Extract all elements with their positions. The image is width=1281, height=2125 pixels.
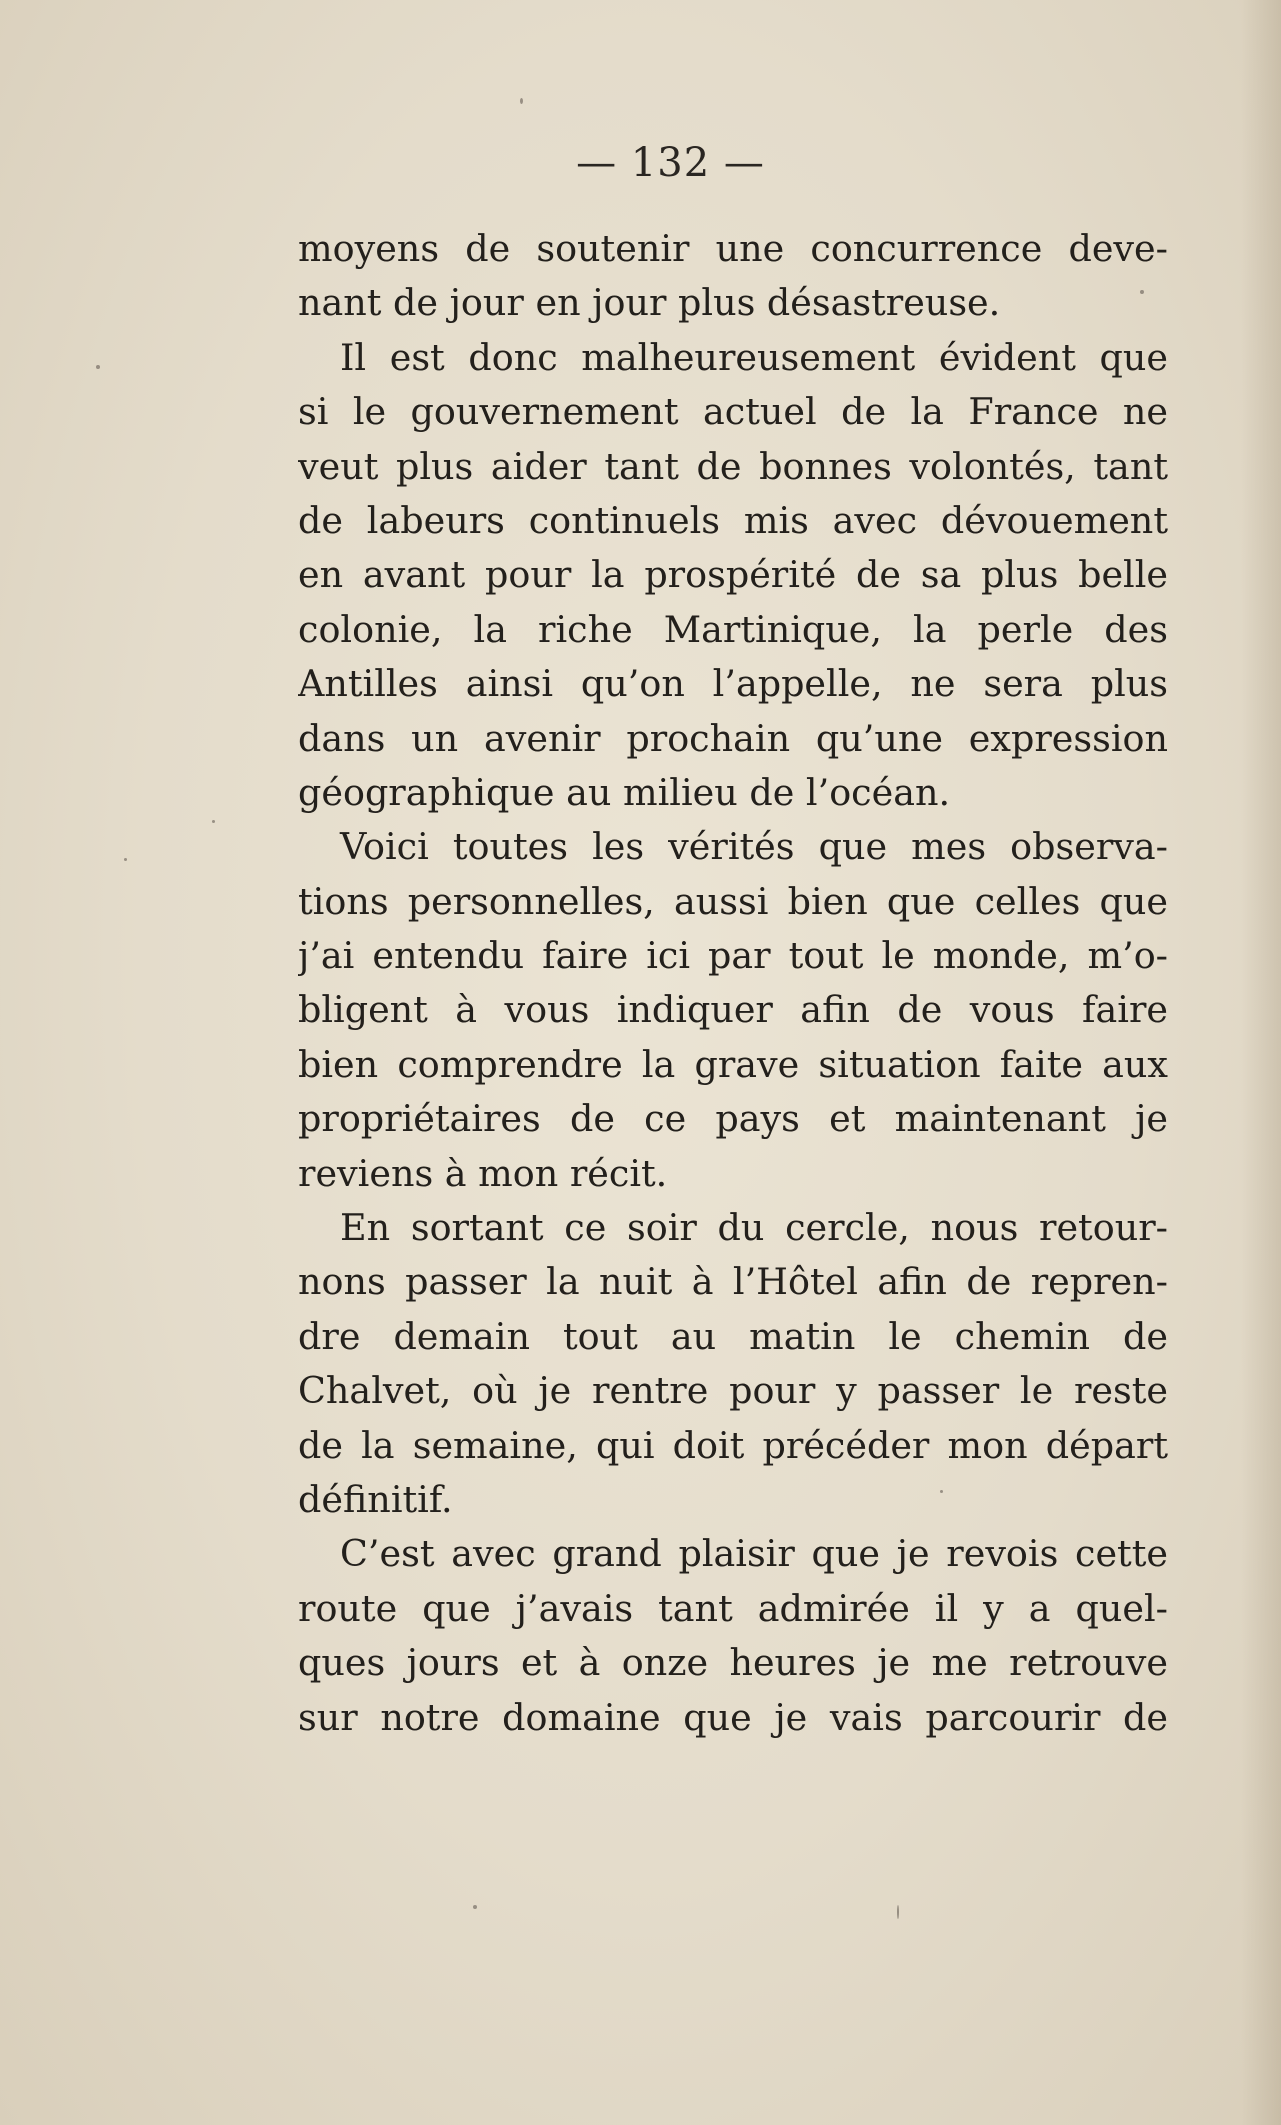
- text-line: Antilles ainsi qu’on l’appelle, ne sera plus: [298, 662, 1168, 706]
- text-line: j’ai entendu faire ici par tout le monde, m’o-: [298, 934, 1168, 978]
- paper-speck: [96, 365, 100, 369]
- text-line: route que j’avais tant admirée il y a quel-: [298, 1586, 1168, 1630]
- paper-speck: [212, 820, 215, 823]
- paper-speck: [473, 1905, 477, 1909]
- text-line: Voici toutes les vérités que mes observa-: [340, 825, 1168, 869]
- body-text: [298, 222, 1168, 1745]
- text-line: de labeurs continuels mis avec dévouement: [298, 498, 1168, 542]
- text-line: géographique au milieu de l’océan.: [298, 770, 951, 814]
- text-line: nant de jour en jour plus désastreuse.: [298, 281, 1001, 325]
- text-line: définitif.: [298, 1477, 453, 1521]
- text-line: sur notre domaine que je vais parcourir de: [298, 1695, 1168, 1739]
- page-number: — 132 —: [576, 140, 765, 186]
- text-line: propriétaires de ce pays et maintenant je: [298, 1097, 1168, 1141]
- text-line: ques jours et à onze heures je me retrouve: [298, 1641, 1168, 1685]
- text-line: dre demain tout au matin le chemin de: [298, 1314, 1168, 1358]
- text-line: reviens à mon récit.: [298, 1151, 668, 1195]
- page-edge-shadow: [1241, 0, 1281, 2125]
- text-line: nons passer la nuit à l’Hôtel afin de repren-: [298, 1260, 1168, 1304]
- text-line: colonie, la riche Martinique, la perle des: [298, 607, 1168, 651]
- text-line: de la semaine, qui doit précéder mon départ: [298, 1423, 1168, 1467]
- text-line: bien comprendre la grave situation faite aux: [298, 1042, 1168, 1086]
- paper-speck: [940, 1490, 943, 1493]
- text-line: bligent à vous indiquer afin de vous faire: [298, 988, 1168, 1032]
- paper-speck: [1140, 290, 1144, 294]
- text-line: Chalvet, où je rentre pour y passer le reste: [298, 1369, 1168, 1413]
- text-line: veut plus aider tant de bonnes volontés, tant: [298, 444, 1168, 488]
- text-line: tions personnelles, aussi bien que celles que: [298, 879, 1168, 923]
- text-line: en avant pour la prospérité de sa plus belle: [298, 553, 1168, 597]
- text-line: C’est avec grand plaisir que je revois cette: [340, 1532, 1168, 1576]
- text-line: moyens de soutenir une concurrence deve-: [298, 227, 1168, 270]
- paper-speck: [520, 98, 523, 104]
- text-line: dans un avenir prochain qu’une expression: [298, 716, 1168, 760]
- text-line: Il est donc malheureusement évident que: [340, 335, 1168, 379]
- paper-speck: [124, 858, 127, 861]
- text-line: si le gouvernement actuel de la France ne: [298, 390, 1168, 434]
- text-line: En sortant ce soir du cercle, nous retour-: [340, 1206, 1168, 1250]
- paper-speck: [897, 1905, 899, 1919]
